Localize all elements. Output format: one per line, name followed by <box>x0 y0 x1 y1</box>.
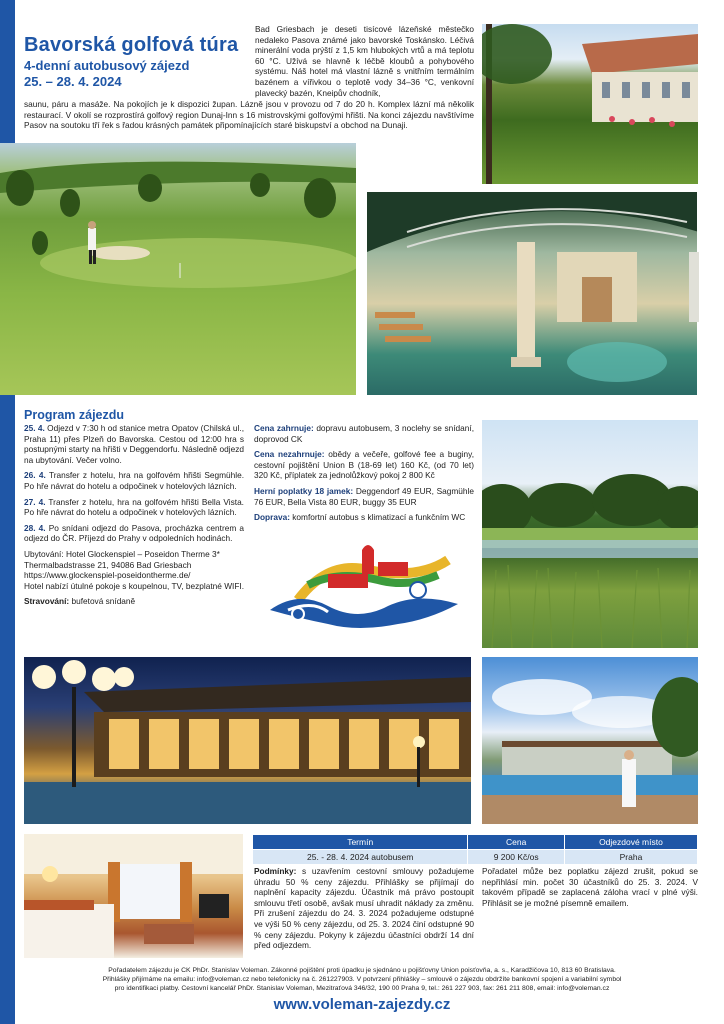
info-label: Doprava: <box>254 512 290 523</box>
info-label: Cena nezahrnuje: <box>254 449 325 460</box>
day-label: 25. 4. <box>24 423 45 433</box>
info-label: Cena zahrnuje: <box>254 423 314 433</box>
hotel-garden-photo <box>482 24 698 184</box>
table-row <box>253 850 698 865</box>
program-day <box>24 523 244 544</box>
meals-info <box>24 596 244 607</box>
info-text: komfortní autobus s klimatizací a funkčním WC <box>289 512 466 523</box>
page-title: Bavorská golfová túra <box>24 34 239 56</box>
program-day <box>24 497 244 518</box>
lodging-info: Ubytování: Hotel Glockenspiel – Poseidon Therme 3* <box>24 548 220 559</box>
day-label: 26. 4. <box>24 470 46 481</box>
website-link[interactable]: www.voleman-zajezdy.cz <box>273 996 451 1013</box>
hotel-evening-photo <box>24 657 471 824</box>
departure-cell: Praha <box>564 850 697 865</box>
hotel-rooms: Hotel nabízí útulné pokoje s koupelnou, TV, bezplatné WIFI. <box>24 580 245 591</box>
tour-dates: 25. – 28. 4. 2024 <box>24 74 122 89</box>
program-column <box>24 423 244 607</box>
thermal-pool-photo <box>367 192 699 395</box>
company-logo <box>268 540 468 634</box>
column-header-departure: Odjezdové místo <box>564 835 697 850</box>
hotel-url-link[interactable]: https://www.glockenspiel-poseidontherme.de/ <box>24 570 191 581</box>
footer-line: pro identifikaci platby. Cestovní kancelář PhDr. Stanislav Voleman, Mezitraťová 346/32, 190 00 Praha 9, tel.: 261 227 903, fax: 261 211 808, email: info@voleman.cz <box>114 985 610 992</box>
table-header-row <box>253 835 698 850</box>
day-text: Odjezd v 7:30 h od stanice metra Opatov (Chilská ul., Praha 11) přes Plzeň do Bavorska. Cestou od 12:00 hra s postupnými starty na hřišti v Deggendorfu. Následně odjezd na ubytování. Večer volno. <box>24 423 244 465</box>
info-item <box>254 512 474 523</box>
info-item <box>254 449 474 481</box>
lake-golf-photo <box>482 420 698 648</box>
info-text: obědy a večeře, golfové fee a buginy, cestovní pojištění Union B (18-69 let) 160 Kč, (od 70 let) 320 Kč, příplatek za jednolůžkový pokoj 2 800 Kč <box>254 449 474 481</box>
intro-text-part2: saunu, páru a masáže. Na pokojích je k dispozici župan. Lázně jsou v provozu od 7 do 20 h. Komplex lázní má několik restaurací. V okolí se rozprostírá golfový region Dunaj-Inn s 16 mistrovskými golfovými hřišti. Na konci zájezdu navštívíme Pasov na soutoku tří řek s řadou krásných památek připomínajících staré biskupství a obchod na Dunaji. <box>24 99 474 131</box>
page-subtitle: 4-denní autobusový zájezd <box>24 58 190 73</box>
conditions-label: Podmínky: <box>254 866 297 876</box>
conditions-text: s uzavřením cestovní smlouvy požadujeme úhradu 50 % ceny zájezdu. Přihlášky se přijímají do naplnění kapacity zájezdu. Účastník má právo postoupit smlouvu třetí osobě, avšak musí uhradit náklady za změnu. Při zrušení zájezdu do 24. 3. 2024 požadujeme odstupné ve výši 50 % ceny zájezdu, od 25. 3. 2024 činí odstupné 90 % ceny zájezdu. Pokyny k zájezdu účastníci obdrží 14 dní před odjezdem. <box>254 866 474 951</box>
footer-legal <box>20 966 704 993</box>
footer-line: Přihlášky přijímáme na emailu: info@voleman.cz nebo telefonicky na č. 261227903. V potvrzení přihlášky – smlouvě o zájezdu obdržíte bankovní spojení a variabilní symbol <box>102 976 622 983</box>
info-text: Deggendorf 49 EUR, Sagmühle 76 EUR, Bella Vista 80 EUR, buggy 35 EUR <box>254 485 474 507</box>
golf-course-photo <box>0 143 356 395</box>
price-cell: 9 200 Kč/os <box>468 850 565 865</box>
meals-text: bufetová snídaně <box>69 596 136 607</box>
day-text: Transfer z hotelu, hra na golfovém hřišti Bella Vista. Po hře návrat do hotelu a odpočinek v hotelových lázních. <box>24 496 244 518</box>
info-label: Herní poplatky 18 jamek: <box>254 485 354 496</box>
day-label: 28. 4. <box>24 522 46 533</box>
intro-text-part1: Bad Griesbach je deseti tisícové lázeňské městečko nedaleko Pasova známé jako bavorské Toskánsko. Léčivá minerální voda prýští z 1,5 km hlubokých vrtů a má teplotu 60 °C. Užívá se hlavně k léčbě kloubů a pohybového systému. Náš hotel má vlastní lázně s vnitřním termálním bazénem a vířivkou o teplotě vody 34–36 °C, venkovní plavecký bazén, Kneipův chodník, <box>255 24 474 98</box>
column-header-price: Cena <box>468 835 565 850</box>
footer-line: Pořadatelem zájezdu je CK PhDr. Stanislav Voleman. Zákonné pojištění proti úpadku je sjednáno u pojišťovny Union poisťovňa, a. s., Karadžičova 10, 813 60 Bratislava. <box>108 967 616 974</box>
program-day <box>24 470 244 491</box>
day-text: Po snídani odjezd do Pasova, procházka centrem a odjezd do ČR. Příjezd do Prahy v odpoledních hodinách. <box>24 522 244 544</box>
price-table <box>252 834 698 865</box>
meals-label: Stravování: <box>24 596 70 607</box>
day-label: 27. 4. <box>24 496 46 507</box>
info-item <box>254 423 474 444</box>
day-text: Transfer z hotelu, hra na golfovém hřišti Segmühle. Po hře návrat do hotelu a odpočinek v hotelových lázních. <box>24 470 244 491</box>
info-item <box>254 486 474 507</box>
program-day <box>24 423 244 465</box>
term-cell: 25. - 28. 4. 2024 autobusem <box>253 850 468 865</box>
hotel-room-photo <box>24 834 243 958</box>
conditions-right: Pořadatel může bez poplatku zájezd zrušit, pokud se nepřihlásí min. počet 30 účastníků do 25. 3. 2024. V takovém případě se zaplacená záloha vrací v plné výši. Přihlásit se je možné písemně emailem. <box>482 866 698 908</box>
program-heading: Program zájezdu <box>24 408 125 422</box>
column-header-term: Termín <box>253 835 468 850</box>
hotel-address: Thermalbadstrasse 21, 94086 Bad Griesbach <box>24 559 192 570</box>
price-info-column <box>254 423 474 528</box>
conditions-left <box>254 866 474 951</box>
outdoor-pool-photo <box>482 657 698 824</box>
info-text: dopravu autobusem, 3 noclehy se snídaní, doprovod CK <box>254 423 474 444</box>
